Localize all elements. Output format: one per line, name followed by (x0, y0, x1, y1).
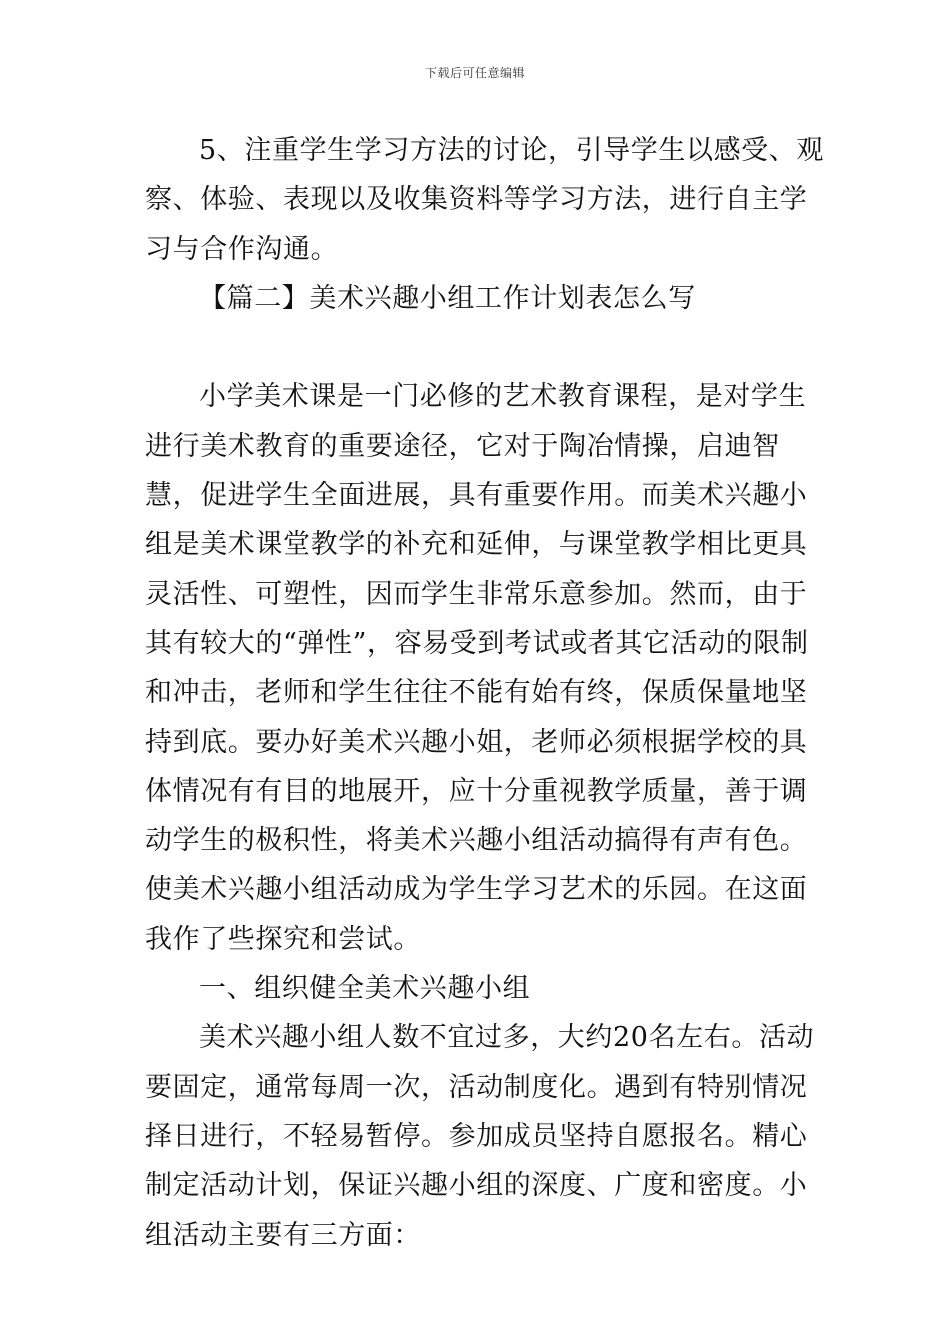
blank-line (145, 323, 825, 372)
section-title: 【篇二】美术兴趣小组工作计划表怎么写 (199, 282, 696, 314)
document-body (145, 126, 825, 1260)
paragraph-group-size: 美术兴趣小组人数不宜过多，大约20名左右。活动要固定，通常每周一次，活动制度化。遇到有特别情况择日进行，不轻易暂停。参加成员坚持自愿报名。精心制定活动计划，保证兴趣小组的深度、广度和密度。小组活动主要有三方面： (145, 1022, 815, 1251)
page-header-note: 下载后可任意编辑 (424, 66, 525, 80)
heading-organize-group: 一、组织健全美术兴趣小组 (199, 973, 531, 1005)
paragraph-intro: 小学美术课是一门必修的艺术教育课程，是对学生进行美术教育的重要途径，它对于陶冶情操，启迪智慧，促进学生全面进展，具有重要作用。而美术兴趣小组是美术课堂教学的补充和延伸，与课堂教学相比更具灵活性、可塑性，因而学生非常乐意参加。然而，由于其有较大的“弹性”，容易受到考试或者其它活动的限制和冲击，老师和学生往往不能有始有终，保质保量地坚持到底。要办好美术兴趣小姐，老师必须根据学校的具体情况有有目的地展开，应十分重视教学质量，善于调动学生的极积性，将美术兴趣小组活动搞得有声有色。使美术兴趣小组活动成为学生学习艺术的乐园。在这面我作了些探究和尝试。 (145, 381, 809, 955)
paragraph-point-5: 5、注重学生学习方法的讨论，引导学生以感受、观察、体验、表现以及收集资料等学习方法，进行自主学习与合作沟通。 (145, 135, 824, 265)
